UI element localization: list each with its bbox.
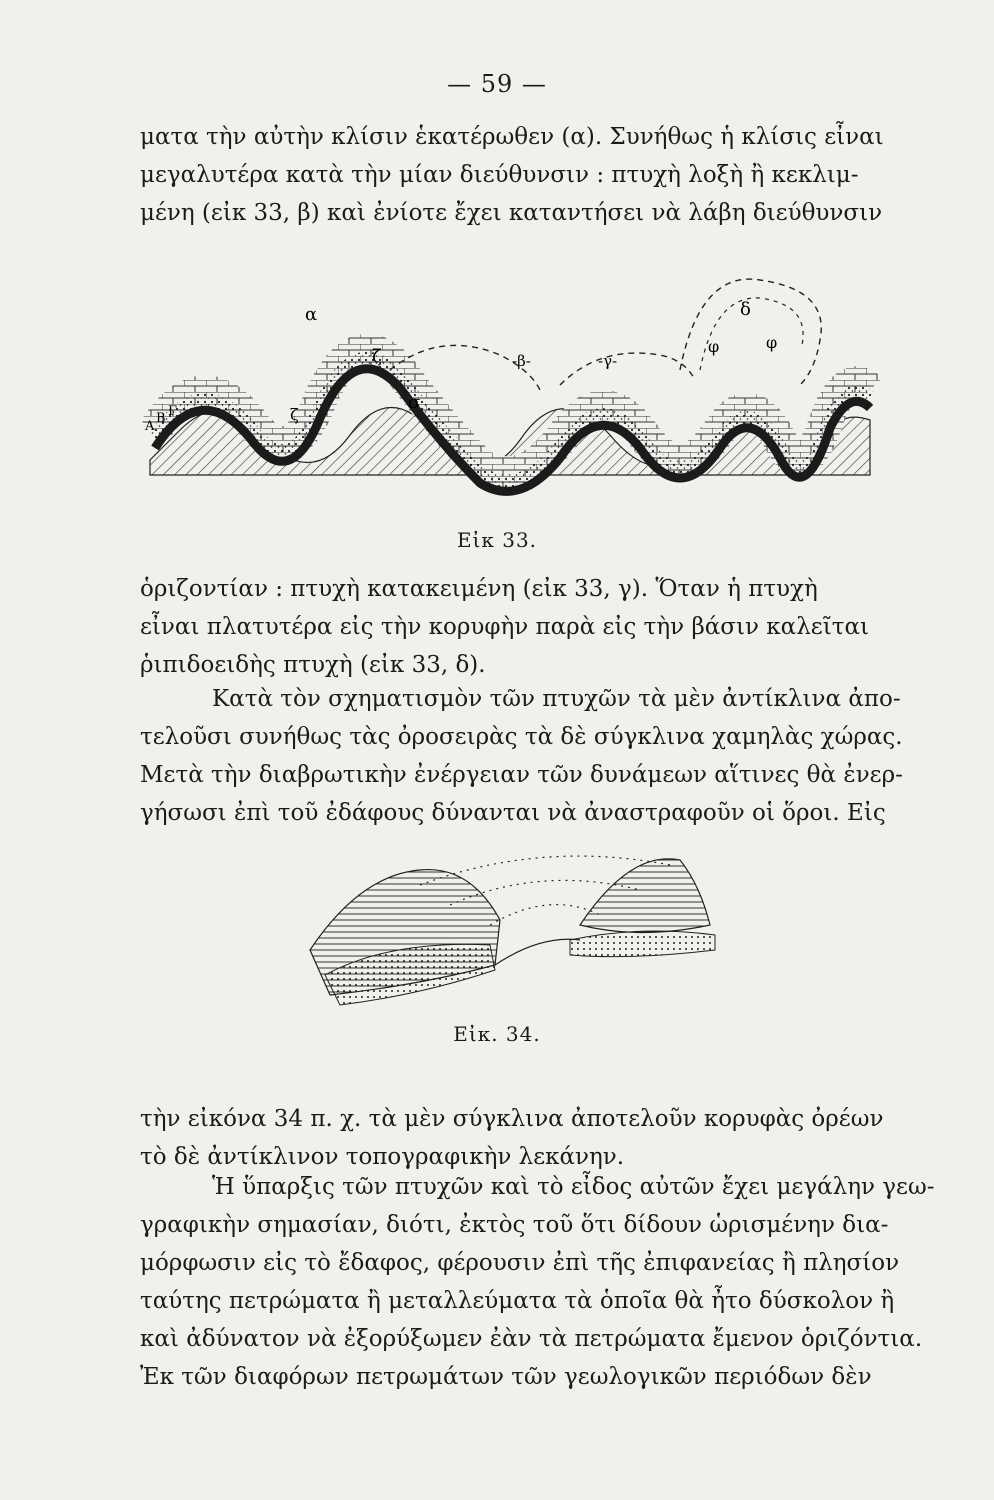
figure-34-caption: Εἰκ. 34. <box>453 1022 541 1046</box>
text-line: γραφικὴν σημασίαν, διότι, ἐκτὸς τοῦ ὅτι δίδουν ὡρισμένην δια- <box>140 1212 889 1238</box>
figure-label: Β <box>156 411 166 426</box>
right-peak-layers <box>580 859 710 933</box>
text-line: ὁριζοντίαν : πτυχὴ κατακειμένη (εἰκ 33, γ). Ὅταν ἡ πτυχὴ <box>140 576 818 602</box>
figure-33-fold-illustration <box>140 260 880 510</box>
figure-label: φ <box>766 333 778 352</box>
figure-label: -γ- <box>598 352 618 370</box>
figure-label: ζ <box>372 346 382 367</box>
text-line: καὶ ἀδύνατον νὰ ἐξορύξωμεν ἐὰν τὰ πετρώματα ἔμενον ὁριζόντια. <box>140 1326 923 1352</box>
text-line: ταύτης πετρώματα ἢ μεταλλεύματα τὰ ὁποῖα θὰ ἦτο δύσκολον ἢ <box>140 1288 895 1314</box>
figure-label: δ <box>740 299 751 320</box>
figure-label: Γ <box>168 404 178 419</box>
text-line: μόρφωσιν εἰς τὸ ἔδαφος, φέρουσιν ἐπὶ τῆς ἐπιφανείας ἢ πλησίον <box>140 1250 900 1276</box>
paragraph-top <box>140 118 900 232</box>
text-line: Κατὰ τὸν σχηματισμὸν τῶν πτυχῶν τὰ μὲν ἀντίκλινα ἀπο- <box>212 686 901 712</box>
text-line: μεγαλυτέρα κατὰ τὴν μίαν διεύθυνσιν : πτυχὴ λοξὴ ἢ κεκλιμ- <box>140 162 859 188</box>
text-line: ῥιπιδοειδὴς πτυχὴ (εἰκ 33, δ). <box>140 652 486 678</box>
page-number: — 59 — <box>447 70 547 98</box>
figure-33-caption: Εἰκ 33. <box>456 528 538 552</box>
figure-label: -β- <box>512 352 531 370</box>
paragraph-figure34-explanation <box>140 1100 900 1176</box>
paragraph-fold-types <box>140 570 900 684</box>
text-line: τὴν εἰκόνα 34 π. χ. τὰ μὲν σύγκλινα ἀποτελοῦν κορυφὰς ὀρέων <box>140 1106 884 1132</box>
text-line: Μετὰ τὴν διαβρωτικὴν ἐνέργειαν τῶν δυνάμεων αἵτινες θὰ ἐνερ- <box>140 762 903 788</box>
figure-label: Α <box>145 419 155 434</box>
text-line: τὸ δὲ ἀντίκλινον τοπογραφικὴν λεκάνην. <box>140 1144 625 1170</box>
text-line: Ἐκ τῶν διαφόρων πετρωμάτων τῶν γεωλογικῶν περιόδων δὲν <box>140 1364 872 1390</box>
figure-label: σ <box>408 392 421 413</box>
right-peak-dotted <box>570 931 715 957</box>
figure-34-relief-illustration <box>300 845 720 1015</box>
figure-label: α <box>305 304 318 325</box>
figure-label: φ <box>708 337 720 356</box>
paragraph-anticlines <box>140 680 903 832</box>
text-line: γήσωσι ἐπὶ τοῦ ἐδάφους δύνανται νὰ ἀναστραφοῦν οἱ ὅροι. Εἰς <box>140 800 886 826</box>
text-line: εἶναι πλατυτέρα εἰς τὴν κορυφὴν παρὰ εἰς τὴν βάσιν καλεῖται <box>140 614 870 640</box>
eroded-crest-gamma <box>560 353 695 385</box>
fan-fold-delta-inner <box>700 298 803 370</box>
fan-fold-delta <box>680 279 821 385</box>
valley-floor <box>495 939 580 965</box>
figure-label: ζ <box>290 405 299 424</box>
paragraph-geographic-significance <box>140 1168 935 1396</box>
text-line: μένη (εἰκ 33, β) καὶ ἐνίοτε ἔχει καταντήσει νὰ λάβη διεύθυνσιν <box>140 200 883 226</box>
text-line: τελοῦσι συνήθως τὰς ὀροσειρὰς τὰ δὲ σύγκλινα χαμηλὰς χώρας. <box>140 724 903 750</box>
text-line: ματα τὴν αὐτὴν κλίσιν ἑκατέρωθεν (α). Συνήθως ἡ κλίσις εἶναι <box>140 124 884 150</box>
text-line: Ἡ ὕπαρξις τῶν πτυχῶν καὶ τὸ εἶδος αὐτῶν ἔχει μεγάλην γεω- <box>212 1174 935 1200</box>
